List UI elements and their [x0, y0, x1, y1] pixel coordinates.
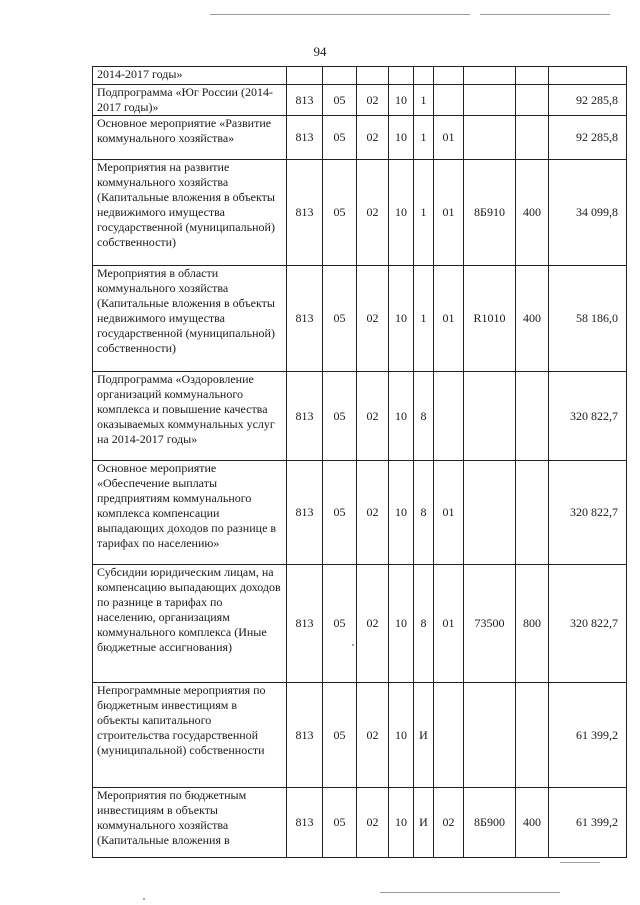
scan-artifact-top: [210, 14, 470, 15]
cell-amount: 34 099,8: [549, 160, 627, 266]
cell-amount: 320 822,7: [549, 565, 627, 683]
cell-amount: 61 399,2: [549, 788, 627, 858]
cell-direction: 02: [434, 788, 464, 858]
table-row: [93, 683, 627, 788]
cell-expense-code: R1010: [464, 266, 516, 372]
scan-artifact-bottom: [380, 892, 560, 893]
cell-direction: 01: [434, 565, 464, 683]
budget-table: [92, 66, 627, 858]
cell-name: Мероприятия в области коммунального хозяйства (Капитальные вложения в объекты недвижимого имущества государственной (муниципальной) собственности): [93, 266, 287, 372]
cell-ministry: [287, 67, 323, 85]
cell-program: 10: [389, 788, 414, 858]
cell-subprogram: 1: [414, 85, 434, 116]
cell-section: [323, 67, 357, 85]
table-row: [93, 372, 627, 461]
cell-subsection: [357, 67, 389, 85]
table-row: [93, 67, 627, 85]
cell-expense-type: [516, 116, 549, 160]
cell-ministry: 813: [287, 565, 323, 683]
table-row: [93, 788, 627, 858]
page-number: 94: [313, 44, 327, 59]
cell-program: 10: [389, 116, 414, 160]
cell-subprogram: 8: [414, 461, 434, 565]
cell-subprogram: 1: [414, 266, 434, 372]
cell-amount: 92 285,8: [549, 116, 627, 160]
cell-expense-type: [516, 461, 549, 565]
cell-amount: [549, 67, 627, 85]
cell-subprogram: [414, 67, 434, 85]
cell-direction: 01: [434, 266, 464, 372]
cell-subsection: 02: [357, 266, 389, 372]
cell-direction: 01: [434, 116, 464, 160]
cell-direction: [434, 85, 464, 116]
cell-ministry: 813: [287, 160, 323, 266]
cell-section: 05: [323, 461, 357, 565]
cell-direction: [434, 372, 464, 461]
cell-subprogram: 1: [414, 160, 434, 266]
cell-expense-code: [464, 683, 516, 788]
cell-ministry: 813: [287, 266, 323, 372]
cell-subsection: 02: [357, 683, 389, 788]
cell-subsection: 02: [357, 372, 389, 461]
cell-name: Подпрограмма «Юг России (2014-2017 годы)»: [93, 85, 287, 116]
cell-subsection: 02: [357, 85, 389, 116]
cell-direction: [434, 67, 464, 85]
cell-direction: 01: [434, 461, 464, 565]
cell-direction: [434, 683, 464, 788]
cell-ministry: 813: [287, 116, 323, 160]
cell-section: 05: [323, 565, 357, 683]
cell-ministry: 813: [287, 683, 323, 788]
cell-section: 05: [323, 788, 357, 858]
cell-expense-type: 400: [516, 266, 549, 372]
cell-subprogram: 1: [414, 116, 434, 160]
cell-ministry: 813: [287, 788, 323, 858]
scan-artifact-top-right: [480, 14, 610, 15]
cell-name: Непрограммные мероприятия по бюджетным инвестициям в объекты капитального строительства государственной (муниципальной) собственности: [93, 683, 287, 788]
cell-section: 05: [323, 372, 357, 461]
cell-expense-code: [464, 461, 516, 565]
cell-subsection: 02: [357, 565, 389, 683]
cell-program: 10: [389, 160, 414, 266]
cell-name: Подпрограмма «Оздоровление организаций коммунального комплекса и повышение качества оказываемых коммунальных услуг на 2014-2017 годы»: [93, 372, 287, 461]
cell-direction: 01: [434, 160, 464, 266]
cell-expense-type: [516, 85, 549, 116]
table-row: [93, 85, 627, 116]
cell-ministry: 813: [287, 372, 323, 461]
cell-ministry: 813: [287, 85, 323, 116]
cell-subsection: 02: [357, 461, 389, 565]
cell-subprogram: 8: [414, 372, 434, 461]
cell-name: Основное мероприятие «Обеспечение выплаты предприятиям коммунального комплекса компенсации выпадающих доходов по разнице в тарифах по населению»: [93, 461, 287, 565]
table-row: [93, 461, 627, 565]
table-row: [93, 565, 627, 683]
cell-amount: 320 822,7: [549, 372, 627, 461]
cell-section: 05: [323, 116, 357, 160]
cell-section: 05: [323, 683, 357, 788]
cell-expense-code: 73500: [464, 565, 516, 683]
cell-section: 05: [323, 266, 357, 372]
cell-program: 10: [389, 461, 414, 565]
scan-artifact-right: [560, 862, 600, 863]
cell-expense-code: [464, 116, 516, 160]
cell-program: 10: [389, 683, 414, 788]
cell-amount: 58 186,0: [549, 266, 627, 372]
cell-expense-type: 400: [516, 788, 549, 858]
table-row: [93, 116, 627, 160]
cell-subsection: 02: [357, 116, 389, 160]
cell-name: Мероприятия по бюджетным инвестициям в объекты коммунального хозяйства (Капитальные вложения в: [93, 788, 287, 858]
cell-name: Мероприятия на развитие коммунального хозяйства (Капитальные вложения в объекты недвижимого имущества государственной (муниципальной) собственности): [93, 160, 287, 266]
cell-subprogram: И: [414, 683, 434, 788]
cell-subprogram: 8: [414, 565, 434, 683]
table-row: [93, 160, 627, 266]
table-body: [93, 67, 627, 858]
cell-program: 10: [389, 85, 414, 116]
cell-expense-code: [464, 85, 516, 116]
cell-subsection: 02: [357, 160, 389, 266]
cell-name: Основное мероприятие «Развитие коммунального хозяйства»: [93, 116, 287, 160]
cell-expense-type: [516, 67, 549, 85]
cell-program: [389, 67, 414, 85]
cell-expense-code: [464, 67, 516, 85]
cell-expense-type: [516, 683, 549, 788]
scan-artifact-dot: [352, 644, 354, 646]
cell-program: 10: [389, 372, 414, 461]
cell-subsection: 02: [357, 788, 389, 858]
cell-subprogram: И: [414, 788, 434, 858]
cell-section: 05: [323, 160, 357, 266]
cell-expense-type: 800: [516, 565, 549, 683]
cell-expense-type: 400: [516, 160, 549, 266]
cell-expense-code: 8Б900: [464, 788, 516, 858]
table-row: [93, 266, 627, 372]
cell-ministry: 813: [287, 461, 323, 565]
cell-amount: 61 399,2: [549, 683, 627, 788]
cell-program: 10: [389, 565, 414, 683]
cell-amount: 320 822,7: [549, 461, 627, 565]
cell-section: 05: [323, 85, 357, 116]
cell-expense-code: 8Б910: [464, 160, 516, 266]
cell-name: 2014-2017 годы»: [93, 67, 287, 85]
cell-amount: 92 285,8: [549, 85, 627, 116]
cell-name: Субсидии юридическим лицам, на компенсацию выпадающих доходов по разнице в тарифах по населению, организациям коммунального комплекса (Иные бюджетные ассигнования): [93, 565, 287, 683]
scan-artifact-dot: [143, 898, 145, 900]
cell-expense-code: [464, 372, 516, 461]
cell-expense-type: [516, 372, 549, 461]
cell-program: 10: [389, 266, 414, 372]
